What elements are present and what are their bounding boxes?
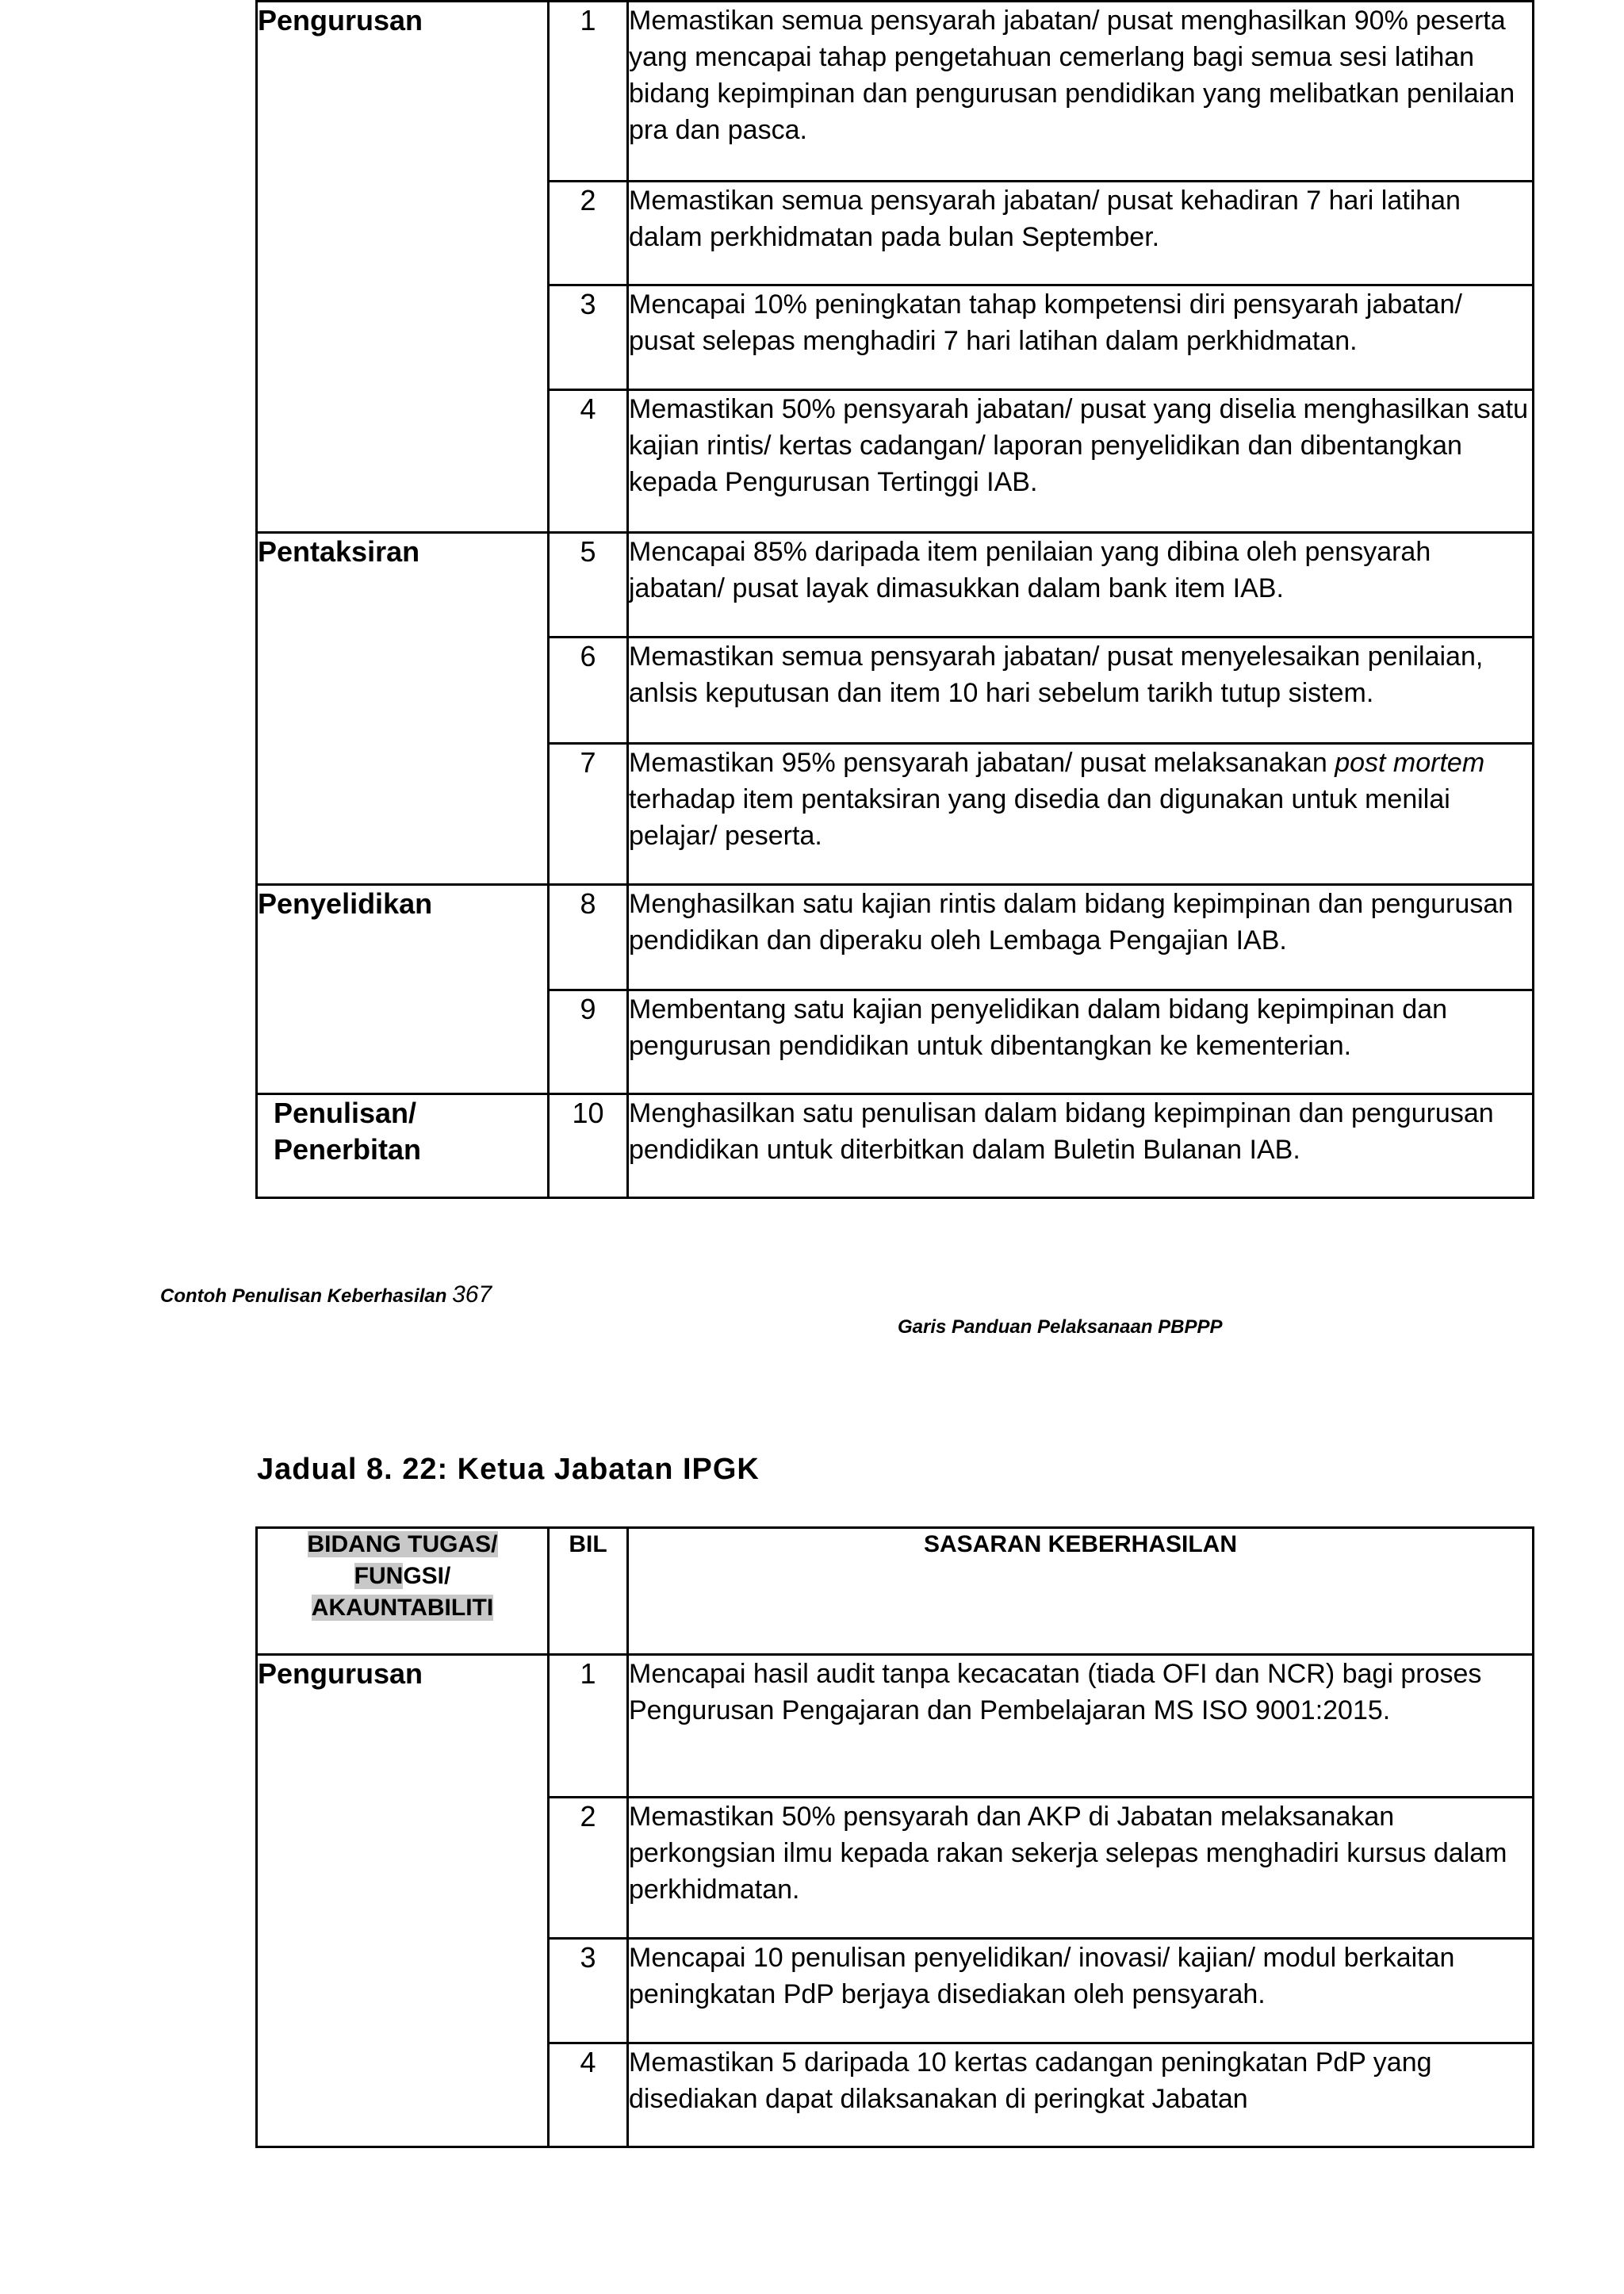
- table-row: [257, 533, 1534, 638]
- target-text-italic: post mortem: [1335, 748, 1485, 778]
- target-cell: Membentang satu kajian penyelidikan dalam bidang kepimpinan dan pengurusan pendidikan untuk dibentangkan ke kementerian.: [628, 990, 1534, 1094]
- target-cell: Mencapai 10 penulisan penyelidikan/ inovasi/ kajian/ modul berkaitan peningkatan PdP berjaya disediakan oleh pensyarah.: [628, 1939, 1534, 2043]
- table-row: [257, 2, 1534, 182]
- footer-title: Contoh Penulisan Keberhasilan: [160, 1285, 447, 1307]
- bil-cell: 6: [549, 638, 628, 744]
- table-row: [257, 885, 1534, 990]
- targets-table-continued: [255, 0, 1534, 1199]
- bil-cell: 5: [549, 533, 628, 638]
- table-header-row: [257, 1528, 1534, 1655]
- footer-left: [160, 1281, 492, 1308]
- page-number: 367: [452, 1281, 492, 1308]
- target-text: Memastikan 95% pensyarah jabatan/ pusat melaksanakan: [629, 748, 1335, 778]
- bil-cell: 3: [549, 1939, 628, 2043]
- table-row: [257, 1655, 1534, 1798]
- header-area-line: BIDANG TUGAS/: [307, 1531, 498, 1557]
- target-cell: Menghasilkan satu kajian rintis dalam bidang kepimpinan dan pengurusan pendidikan dan diperaku oleh Lembaga Pengajian IAB.: [628, 885, 1534, 990]
- header-area-line-part: FUN: [354, 1563, 404, 1589]
- table-caption: Jadual 8. 22: Ketua Jabatan IPGK: [257, 1453, 760, 1486]
- target-cell: Mencapai 85% daripada item penilaian yang dibina oleh pensyarah jabatan/ pusat layak dimasukkan dalam bank item IAB.: [628, 533, 1534, 638]
- bil-cell: 2: [549, 182, 628, 285]
- bil-cell: 1: [549, 1655, 628, 1798]
- header-area-line: AKAUNTABILITI: [311, 1595, 494, 1621]
- target-cell: Memastikan semua pensyarah jabatan/ pusat menyelesaikan penilaian, anlsis keputusan dan item 10 hari sebelum tarikh tutup sistem.: [628, 638, 1534, 744]
- header-bil: BIL: [549, 1528, 628, 1655]
- area-cell: Pentaksiran: [257, 533, 549, 885]
- target-cell: Mencapai 10% peningkatan tahap kompetensi diri pensyarah jabatan/ pusat selepas menghadiri 7 hari latihan dalam perkhidmatan.: [628, 285, 1534, 390]
- target-text: terhadap item pentaksiran yang disedia dan digunakan untuk menilai pelajar/ peserta.: [629, 784, 1450, 851]
- header-area-line: FUNGSI/: [354, 1563, 451, 1589]
- target-cell: Memastikan 5 daripada 10 kertas cadangan peningkatan PdP yang disediakan dapat dilaksanakan di peringkat Jabatan: [628, 2043, 1534, 2147]
- target-cell: Memastikan 50% pensyarah dan AKP di Jabatan melaksanakan perkongsian ilmu kepada rakan sekerja selepas menghadiri kursus dalam perkhidmatan.: [628, 1798, 1534, 1939]
- target-cell: [628, 744, 1534, 885]
- target-cell: Menghasilkan satu penulisan dalam bidang kepimpinan dan pengurusan pendidikan untuk diterbitkan dalam Buletin Bulanan IAB.: [628, 1094, 1534, 1198]
- bil-cell: 3: [549, 285, 628, 390]
- area-cell: Pengurusan: [257, 2, 549, 533]
- bil-cell: 10: [549, 1094, 628, 1198]
- target-cell: Mencapai hasil audit tanpa kecacatan (tiada OFI dan NCR) bagi proses Pengurusan Pengajaran dan Pembelajaran MS ISO 9001:2015.: [628, 1655, 1534, 1798]
- area-cell: Pengurusan: [257, 1655, 549, 2147]
- target-cell: Memastikan semua pensyarah jabatan/ pusat kehadiran 7 hari latihan dalam perkhidmatan pada bulan September.: [628, 182, 1534, 285]
- bil-cell: 4: [549, 2043, 628, 2147]
- bil-cell: 2: [549, 1798, 628, 1939]
- bil-cell: 9: [549, 990, 628, 1094]
- target-cell: Memastikan 50% pensyarah jabatan/ pusat yang diselia menghasilkan satu kajian rintis/ kertas cadangan/ laporan penyelidikan dan dibentangkan kepada Pengurusan Tertinggi IAB.: [628, 390, 1534, 533]
- bil-cell: 1: [549, 2, 628, 182]
- target-cell: Memastikan semua pensyarah jabatan/ pusat menghasilkan 90% peserta yang mencapai tahap pengetahuan cemerlang bagi semua sesi latihan bidang kepimpinan dan pengurusan pendidikan yang melibatkan penilaian pra dan pasca.: [628, 2, 1534, 182]
- footer-right: Garis Panduan Pelaksanaan PBPPP: [898, 1316, 1223, 1338]
- area-cell: Penyelidikan: [257, 885, 549, 1094]
- table-row: [257, 1094, 1534, 1198]
- bil-cell: 7: [549, 744, 628, 885]
- header-target: SASARAN KEBERHASILAN: [628, 1528, 1534, 1655]
- targets-table: [255, 1526, 1534, 2148]
- header-area: [257, 1528, 549, 1655]
- bil-cell: 4: [549, 390, 628, 533]
- bil-cell: 8: [549, 885, 628, 990]
- area-cell: Penulisan/ Penerbitan: [257, 1094, 549, 1198]
